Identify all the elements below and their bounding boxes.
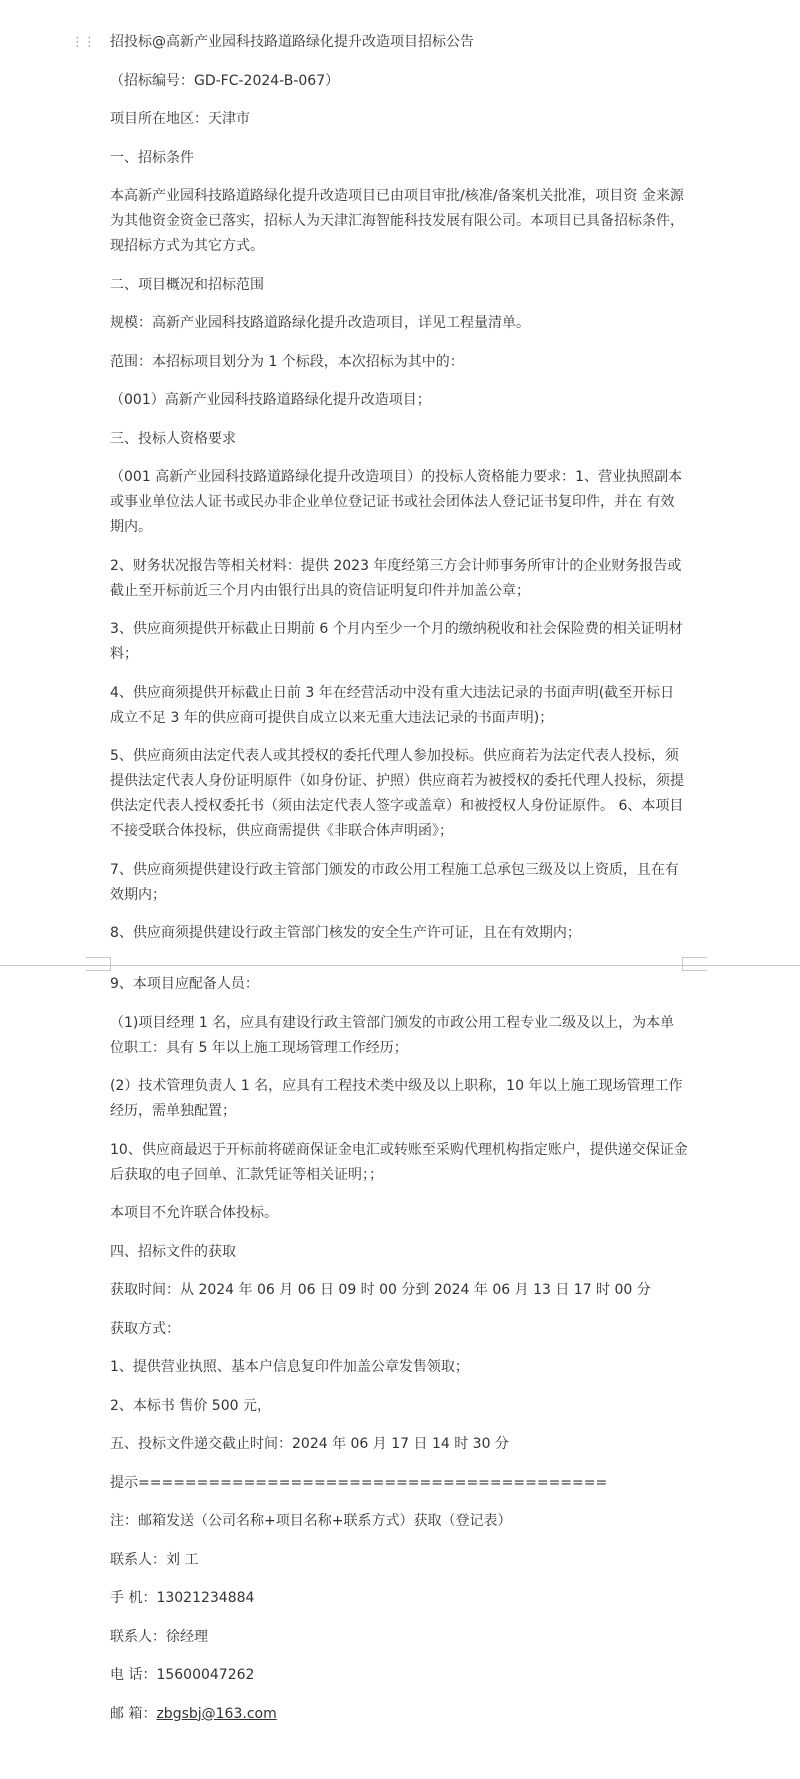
- email-label: 邮 箱：: [110, 1705, 157, 1722]
- paragraph: 1、提供营业执照、基本户信息复印件加盖公章发售领取；: [110, 1359, 469, 1375]
- document-body: [110, 30, 688, 1740]
- paragraph: （001 高新产业园科技路道路绿化提升改造项目）的投标人资格能力要求：1、营业执照副本或事业单位法人证书或民办非企业单位登记证书或社会团体法人登记证书复印件，并在 有效期内。: [110, 469, 683, 535]
- paragraph: 本高新产业园科技路道路绿化提升改造项目已由项目审批/核准/备案机关批准，项目资 金来源为其他资金资金已落实，招标人为天津汇海智能科技发展有限公司。本项目已具备招标条件，现招标方式为其它方式。: [110, 188, 684, 254]
- paragraph: 8、供应商须提供建设行政主管部门核发的安全生产许可证，且在有效期内；: [110, 925, 581, 941]
- document-title: 招投标@高新产业园科技路道路绿化提升改造项目招标公告: [110, 34, 474, 50]
- paragraph: 注：邮箱发送（公司名称+项目名称+联系方式）获取（登记表）: [110, 1513, 512, 1529]
- contact-person: 联系人：徐经理: [110, 1628, 208, 1645]
- contact-phone: 电 话：15600047262: [110, 1667, 255, 1683]
- paragraph: 本项目不允许联合体投标。: [110, 1205, 278, 1221]
- paragraph: 2、财务状况报告等相关材料：提供 2023 年度经第三方会计师事务所审计的企业财务报告或 截止至开标前近三个月内由银行出具的资信证明复印件并加盖公章；: [110, 557, 682, 599]
- paragraph: 提示========================================: [110, 1474, 608, 1491]
- section-heading-2: 二、项目概况和招标范围: [110, 276, 264, 293]
- paragraph: 7、供应商须提供建设行政主管部门颁发的市政公用工程施工总承包三级及以上资质，且在有效期内；: [110, 861, 679, 903]
- project-location: 项目所在地区：天津市: [110, 111, 250, 127]
- paragraph: 获取时间：从 2024 年 06 月 06 日 09 时 00 分到 2024 年 06 月 13 日 17 时 00 分: [110, 1282, 651, 1298]
- paragraph: 获取方式：: [110, 1320, 180, 1337]
- paragraph: 规模：高新产业园科技路道路绿化提升改造项目，详见工程量清单。: [110, 315, 530, 331]
- paragraph: 5、供应商须由法定代表人或其授权的委托代理人参加投标。供应商若为法定代表人投标，须提供法定代表人身份证明原件（如身份证、护照）供应商若为被授权的委托代理人投标，须提供法定代表人授权委托书（须由法定代表人签字或盖章）和被授权人身份证原件。 6、本项目不接受联合体投标，供应商需提供《非联合体声明函》；: [110, 748, 684, 839]
- paragraph: 范围：本招标项目划分为 1 个标段，本次招标为其中的：: [110, 353, 464, 370]
- section-heading-3: 三、投标人资格要求: [110, 430, 236, 447]
- section-heading-1: 一、招标条件: [110, 149, 194, 166]
- paragraph: 4、供应商须提供开标截止日前 3 年在经营活动中没有重大违法记录的书面声明(截至开标日成立不足 3 年的供应商可提供自成立以来无重大违法记录的书面声明)；: [110, 684, 675, 726]
- page-break-marker-left: [86, 957, 111, 971]
- paragraph: 3、供应商须提供开标截止日期前 6 个月内至少一个月的缴纳税收和社会保险费的相关证明材料；: [110, 621, 683, 662]
- contact-mobile: 手 机：13021234884: [110, 1590, 255, 1606]
- drag-handle-icon[interactable]: ⋮⋮: [71, 35, 95, 50]
- email-link[interactable]: zbgsbj@163.com: [156, 1705, 277, 1722]
- paragraph: 10、供应商最迟于开标前将磋商保证金电汇或转账至采购代理机构指定账户，提供递交保证金后获取的电子回单、汇款凭证等相关证明；；: [110, 1141, 688, 1183]
- paragraph: （1)项目经理 1 名，应具有建设行政主管部门颁发的市政公用工程专业二级及以上，为本单位职工：具有 5 年以上施工现场管理工作经历；: [110, 1014, 675, 1056]
- tender-number: （招标编号：GD-FC-2024-B-067）: [110, 72, 340, 89]
- paragraph: （001）高新产业园科技路道路绿化提升改造项目；: [110, 392, 431, 408]
- contact-person: 联系人：刘 工: [110, 1551, 199, 1568]
- paragraph: 9、本项目应配备人员：: [110, 976, 259, 992]
- paragraph: 2、本标书 售价 500 元，: [110, 1397, 271, 1414]
- contact-email: [110, 1702, 688, 1727]
- section-heading-4: 四、招标文件的获取: [110, 1243, 236, 1260]
- section-heading-5: 五、投标文件递交截止时间：2024 年 06 月 17 日 14 时 30 分: [110, 1436, 509, 1452]
- paragraph: (2）技术管理负责人 1 名，应具有工程技术类中级及以上职称，10 年以上施工现场管理工作经历，需单独配置；: [110, 1078, 683, 1119]
